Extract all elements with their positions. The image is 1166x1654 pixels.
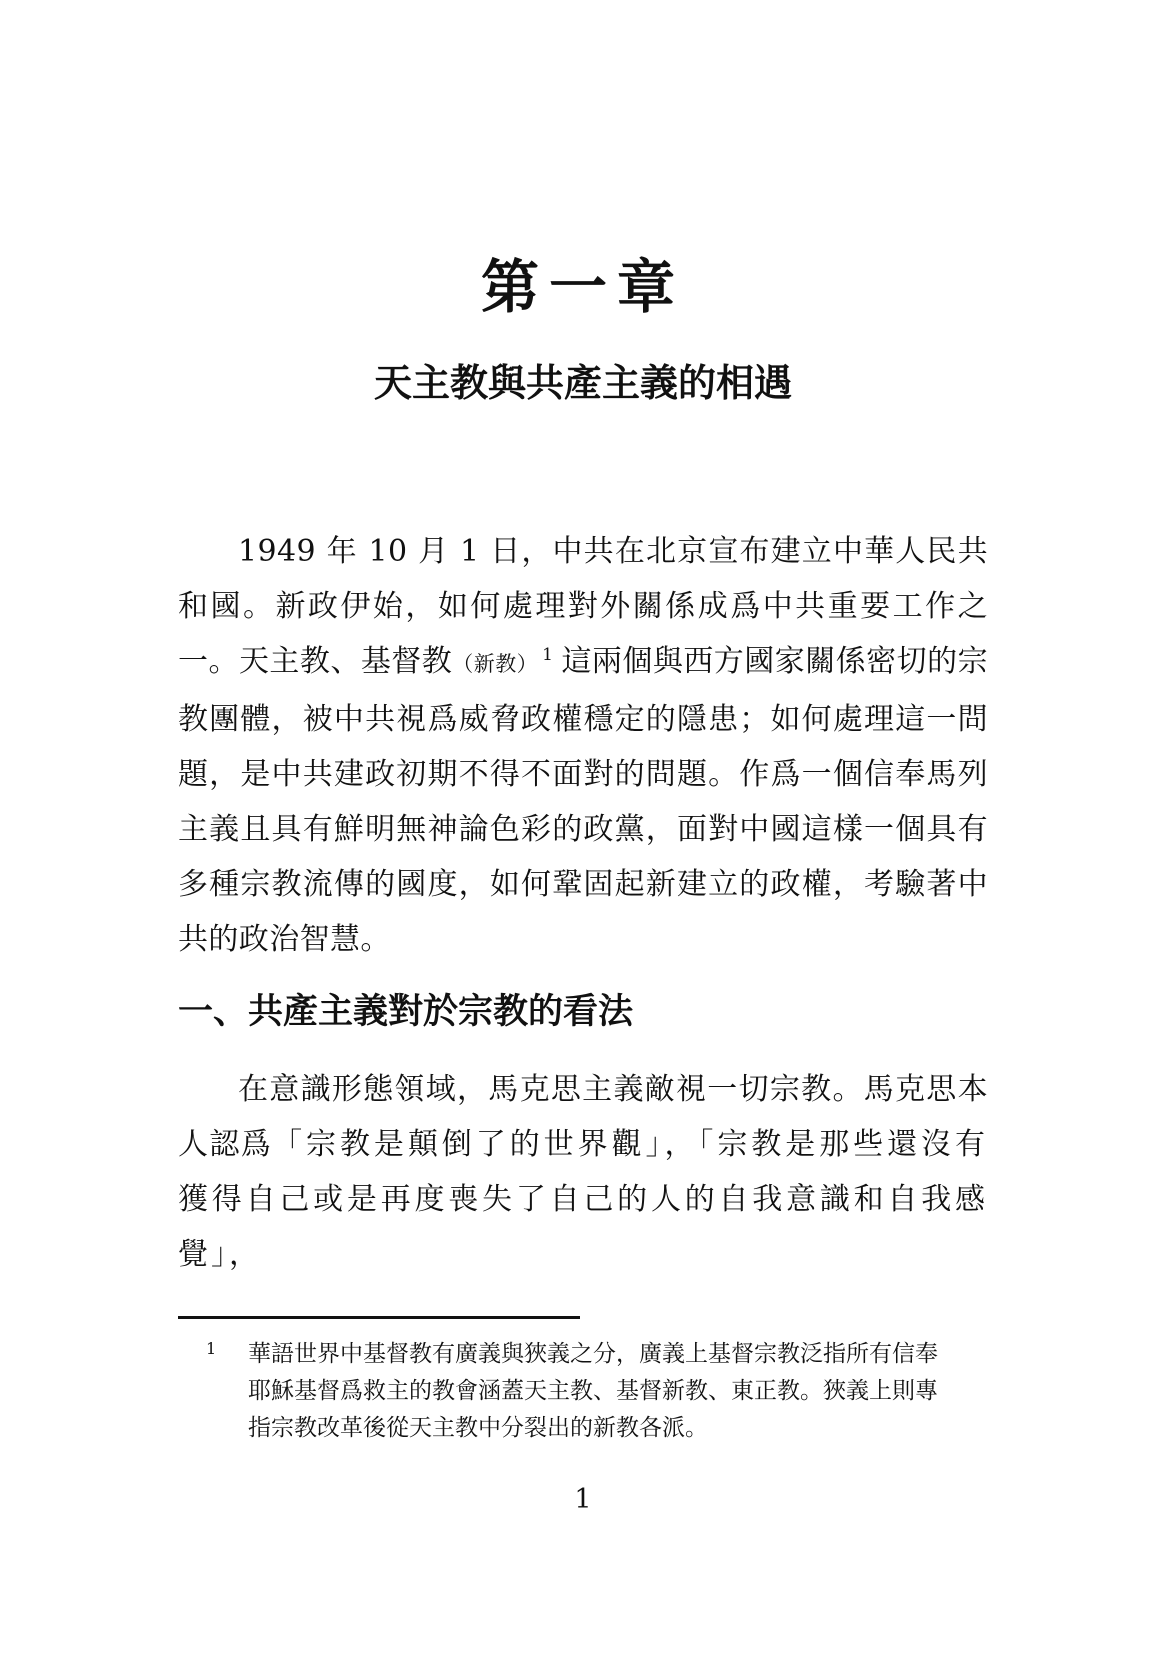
footnote bbox=[206, 1336, 956, 1447]
intro-paragraph-text-1: 1949 年 10 月 1 日，中共在北京宣布建立中華人民共和國。新政伊始，如何處理對外關係成爲中共重要工作之一。天主教、基督教 bbox=[178, 534, 988, 679]
marx-quote: 「宗教是顛倒了的世界觀」，「宗教是那些還沒有獲得自己或是再度喪失了自己的人的自我意識和自我感覺」， bbox=[178, 1127, 989, 1272]
chapter-title: 天主教與共產主義的相遇 bbox=[373, 361, 792, 405]
section-paragraph-lead: 在意識形態領域，馬克思主義敵視一切宗教。馬克思本人認爲 bbox=[178, 1072, 988, 1162]
section-paragraph bbox=[178, 1062, 988, 1282]
footnote-marker: 1 bbox=[206, 1339, 217, 1358]
intro-paragraph-text-2: 這兩個與西方國家關係密切的宗教團體，被中共視爲威脅政權穩定的隱患；如何處理這一問題，是中共建政初期不得不面對的問題。作爲一個信奉馬列主義且具有鮮明無神論色彩的政黨，面對中國這樣一個具有多種宗教流傳的國度，如何鞏固起新建立的政權，考驗著中共的政治智慧。 bbox=[178, 644, 988, 957]
footnote-text: 華語世界中基督教有廣義與狹義之分，廣義上基督宗教泛指所有信奉耶穌基督爲救主的教會涵蓋天主教、基督新教、東正教。狹義上則專指宗教改革後從天主教中分裂出的新教各派。 bbox=[248, 1341, 938, 1441]
page-number: 1 bbox=[574, 1484, 592, 1515]
footnote-reference[interactable]: 1 bbox=[542, 645, 554, 665]
parenthetical-note: （新教） bbox=[452, 652, 539, 676]
intro-paragraph bbox=[178, 524, 988, 967]
section-heading: 一、共產主義對於宗教的看法 bbox=[178, 992, 634, 1032]
footnote-divider bbox=[178, 1316, 580, 1319]
chapter-number: 第一章 bbox=[480, 253, 685, 321]
